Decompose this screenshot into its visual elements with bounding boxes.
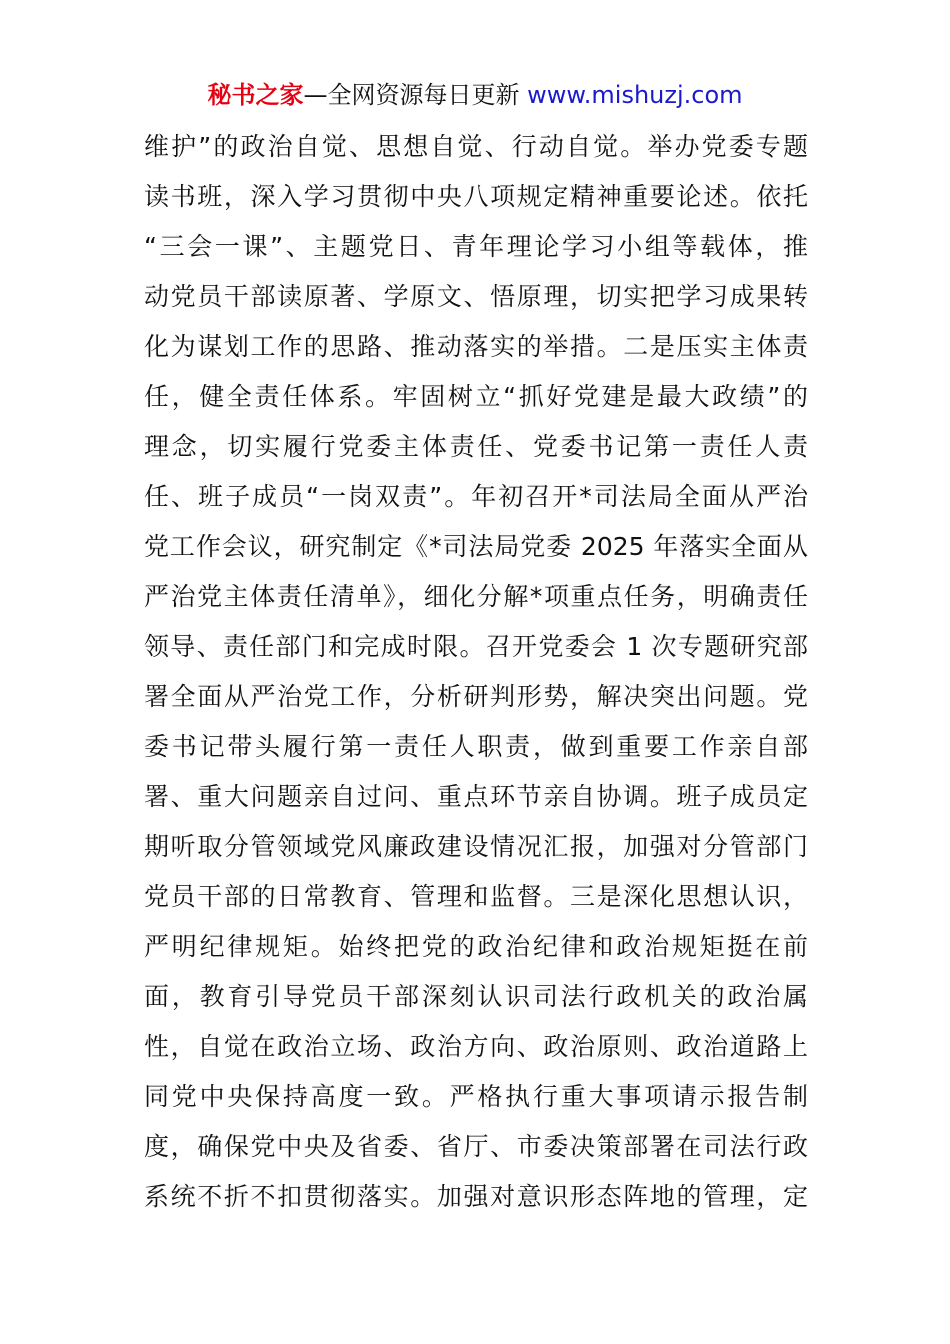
body-line: 严明纪律规矩。始终把党的政治纪律和政治规矩挺在前 (144, 932, 808, 961)
body-line: 读书班，深入学习贯彻中央八项规定精神重要论述。依托 (144, 182, 808, 211)
body-line: 化为谋划工作的思路、推动落实的举措。二是压实主体责 (144, 332, 808, 361)
site-tagline: —全网资源每日更新 (303, 81, 528, 109)
site-url-link[interactable]: www.mishuzj.com (527, 81, 743, 109)
body-line: 系统不折不扣贯彻落实。加强对意识形态阵地的管理，定 (144, 1182, 808, 1211)
body-line: 署全面从严治党工作，分析研判形势，解决突出问题。党 (144, 682, 808, 711)
site-header (0, 78, 950, 112)
body-line: 委书记带头履行第一责任人职责，做到重要工作亲自部 (144, 732, 808, 761)
site-brand: 秘书之家 (207, 81, 304, 109)
body-line: 任，健全责任体系。牢固树立“抓好党建是最大政绩”的 (144, 382, 808, 411)
body-line: 度，确保党中央及省委、省厅、市委决策部署在司法行政 (144, 1132, 808, 1161)
body-line: 党工作会议，研究制定《*司法局党委 2025 年落实全面从 (144, 532, 808, 561)
body-line: 期听取分管领域党风廉政建设情况汇报，加强对分管部门 (144, 832, 808, 861)
document-body (144, 122, 808, 1222)
body-line: 任、班子成员“一岗双责”。年初召开*司法局全面从严治 (144, 482, 808, 511)
body-line: “三会一课”、主题党日、青年理论学习小组等载体，推 (144, 232, 808, 261)
body-line: 同党中央保持高度一致。严格执行重大事项请示报告制 (144, 1082, 808, 1111)
body-line: 理念，切实履行党委主体责任、党委书记第一责任人责 (144, 432, 808, 461)
body-line: 党员干部的日常教育、管理和监督。三是深化思想认识， (144, 882, 808, 911)
body-line: 严治党主体责任清单》，细化分解*项重点任务，明确责任 (144, 582, 808, 611)
body-line: 动党员干部读原著、学原文、悟原理，切实把学习成果转 (144, 282, 808, 311)
body-line: 维护”的政治自觉、思想自觉、行动自觉。举办党委专题 (144, 132, 808, 161)
body-line: 署、重大问题亲自过问、重点环节亲自协调。班子成员定 (144, 782, 808, 811)
body-line: 面，教育引导党员干部深刻认识司法行政机关的政治属 (144, 982, 808, 1011)
body-line: 领导、责任部门和完成时限。召开党委会 1 次专题研究部 (144, 632, 808, 661)
body-line: 性，自觉在政治立场、政治方向、政治原则、政治道路上 (144, 1032, 808, 1061)
